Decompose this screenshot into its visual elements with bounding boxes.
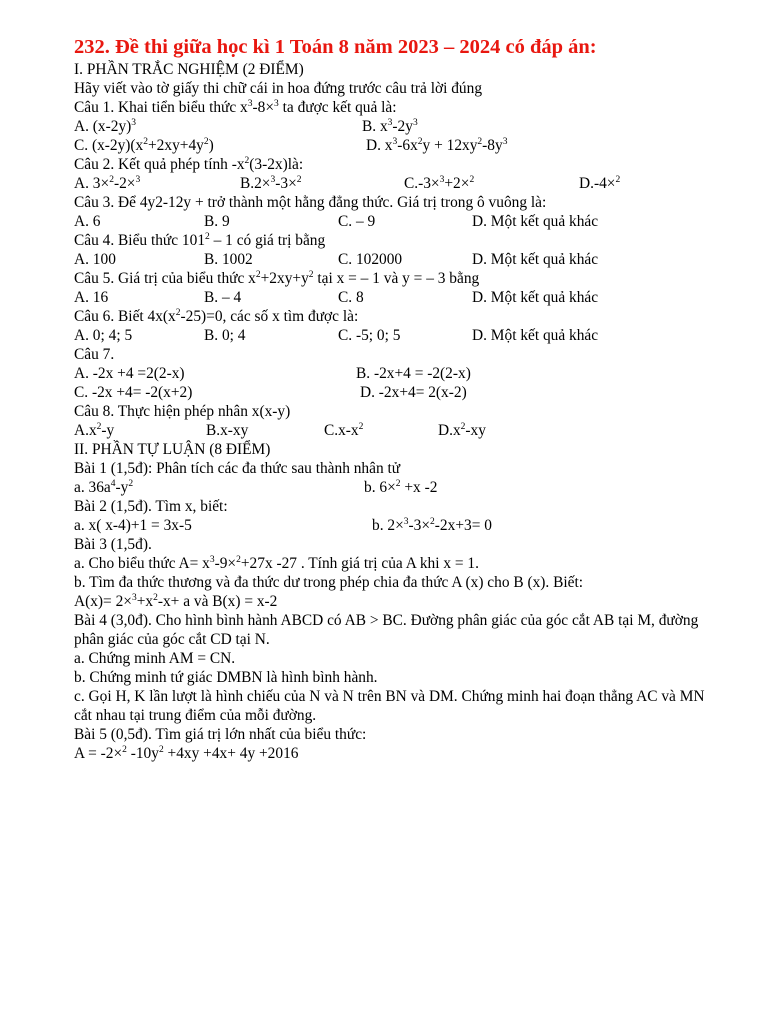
q5-option-c: C. 8	[338, 289, 364, 306]
q1-option-c: C. $(x-2y)(x^2+2xy+4y^2)$	[74, 137, 214, 154]
q7-option-c: C. -2x +4= -2(x+2)	[74, 384, 193, 401]
q6-option-c: C. -5; 0; 5	[338, 327, 401, 344]
q5-option-a: A. 16	[74, 289, 109, 306]
q8-option-b: B.x-xy	[206, 422, 249, 439]
q2-option-c: C.-3×$^3$+2×$^2$	[404, 175, 475, 192]
exercise-4-b: b. Chứng minh tứ giác DMBN là hình bình hành.	[74, 669, 378, 686]
question-6: Câu 6. Biết $4x(x^2-25)=0$, các số x tìm được là:	[74, 308, 359, 325]
exercise-5-expression: A = -2×$^2$ $-10y^2 +4xy +4x+ 4y +2016$	[74, 745, 299, 762]
exercise-2-a: a. x( x-4)+1 = 3x-5	[74, 517, 192, 534]
exercise-2-b: b. 2×$^3$-3×$^2$-2x+3= 0	[372, 517, 492, 534]
q5-option-b: B. – 4	[204, 289, 242, 306]
exercise-4-c: c. Gọi H, K lần lượt là hình chiếu của N và N trên BN và DM. Chứng minh hai đoạn thẳng AC và MN cắt nhau tại trung điểm của mỗi đường.	[74, 688, 705, 724]
q8-option-a: $A.x^2-y$	[74, 422, 115, 439]
question-7-options-row1	[74, 364, 724, 383]
q3-option-d: D. Một kết quả khác	[472, 213, 599, 230]
q7-option-a: A. -2x +4 =2(2-x)	[74, 365, 185, 382]
question-2-options	[74, 174, 724, 193]
question-3-options	[74, 212, 724, 231]
question-7: Câu 7.	[74, 346, 115, 363]
q6-option-b: B. 0; 4	[204, 327, 246, 344]
q7-option-b: B. -2x+4 = -2(2-x)	[356, 365, 471, 382]
exercise-3: Bài 3 (1,5đ).	[74, 536, 152, 553]
exercise-2: Bài 2 (1,5đ). Tìm x, biết:	[74, 498, 228, 515]
question-1: Câu 1. Khai tiển biểu thức $x^3-8\times^3$ ta được kết quả là:	[74, 99, 397, 116]
q2-option-a: A. 3×$^2$-2×$^3$	[74, 175, 141, 192]
q3-option-c: C. – 9	[338, 213, 376, 230]
exercise-1-parts	[74, 478, 724, 497]
question-1-options-row2	[74, 136, 724, 155]
question-5: Câu 5. Giá trị của biểu thức $x^2+2xy+y^2$ tại x = – 1 và y = – 3 bằng	[74, 270, 480, 287]
q6-option-a: A. 0; 4; 5	[74, 327, 133, 344]
q1-option-b: B. $x^3-2y^3$	[362, 118, 418, 135]
q3-option-b: B. 9	[204, 213, 230, 230]
exam-document	[74, 34, 724, 763]
question-2: Câu 2. Kết quả phép tính $-x^2(3-2x)là$:	[74, 156, 304, 173]
exercise-3-b: b. Tìm đa thức thương và đa thức dư trong phép chia đa thức A (x) cho B (x). Biết:	[74, 574, 584, 591]
q4-option-c: C. 102000	[338, 251, 403, 268]
question-4-options	[74, 250, 724, 269]
q8-option-d: $D.x^2-xy$	[438, 422, 486, 439]
exercise-1-b: b. 6×$^2$ +x -2	[364, 479, 438, 496]
exercise-1: Bài 1 (1,5đ): Phân tích các đa thức sau thành nhân tử	[74, 460, 401, 477]
part1-instruction: Hãy viết vào tờ giấy thi chữ cái in hoa đứng trước câu trả lời đúng	[74, 80, 483, 97]
q4-option-a: A. 100	[74, 251, 116, 268]
question-7-options-row2	[74, 383, 724, 402]
exercise-3-b-given: $A(x)= 2\times^3+x^2-x+ a$ và B(x) = x-2	[74, 593, 278, 610]
exercise-3-a: a. Cho biểu thức $A= x^3-9\times^2+27x$ -27 . Tính giá trị của A khi x = 1.	[74, 555, 479, 572]
question-3: Câu 3. Để 4y2-12y + trở thành một hằng đẳng thức. Giá trị trong ô vuông là:	[74, 194, 547, 211]
exercise-2-parts	[74, 516, 724, 535]
q8-option-c: $C.x-x^2$	[324, 422, 364, 439]
question-5-options	[74, 288, 724, 307]
q6-option-d: D. Một kết quả khác	[472, 327, 599, 344]
q4-option-b: B. 1002	[204, 251, 253, 268]
exam-title: 232. Đề thi giữa học kì 1 Toán 8 năm 2023 – 2024 có đáp án:	[74, 36, 597, 58]
q2-option-b: B.2×$^3$-3×$^2$	[240, 175, 302, 192]
exercise-5: Bài 5 (0,5đ). Tìm giá trị lớn nhất của biểu thức:	[74, 726, 367, 743]
exercise-1-a: a. $36a^4-y^2$	[74, 479, 134, 496]
exercise-4-a: a. Chứng minh AM = CN.	[74, 650, 236, 667]
q5-option-d: D. Một kết quả khác	[472, 289, 599, 306]
question-1-options-row1	[74, 117, 724, 136]
q4-option-d: D. Một kết quả khác	[472, 251, 599, 268]
question-8-options	[74, 421, 724, 440]
q7-option-d: D. -2x+4= 2(x-2)	[360, 384, 467, 401]
question-4: Câu 4. Biểu thức $101^2 - 1$ có giá trị bằng	[74, 232, 326, 249]
part2-heading: II. PHẦN TỰ LUẬN (8 ĐIỂM)	[74, 441, 271, 458]
question-8: Câu 8. Thực hiện phép nhân x(x-y)	[74, 403, 291, 420]
part1-heading: I. PHẦN TRẮC NGHIỆM (2 ĐIỂM)	[74, 61, 304, 78]
q3-option-a: A. 6	[74, 213, 101, 230]
question-6-options	[74, 326, 724, 345]
q1-option-d: D. $x^3-6x^2y + 12xy^2-8y^3$	[366, 137, 508, 154]
exercise-4: Bài 4 (3,0đ). Cho hình bình hành ABCD có AB > BC. Đường phân giác của góc cắt AB tại M, đường phân giác của góc cắt CD tại N.	[74, 612, 699, 648]
q2-option-d: D.-4×$^2$	[579, 175, 621, 192]
q1-option-a: A. $(x-2y)^3$	[74, 118, 137, 135]
